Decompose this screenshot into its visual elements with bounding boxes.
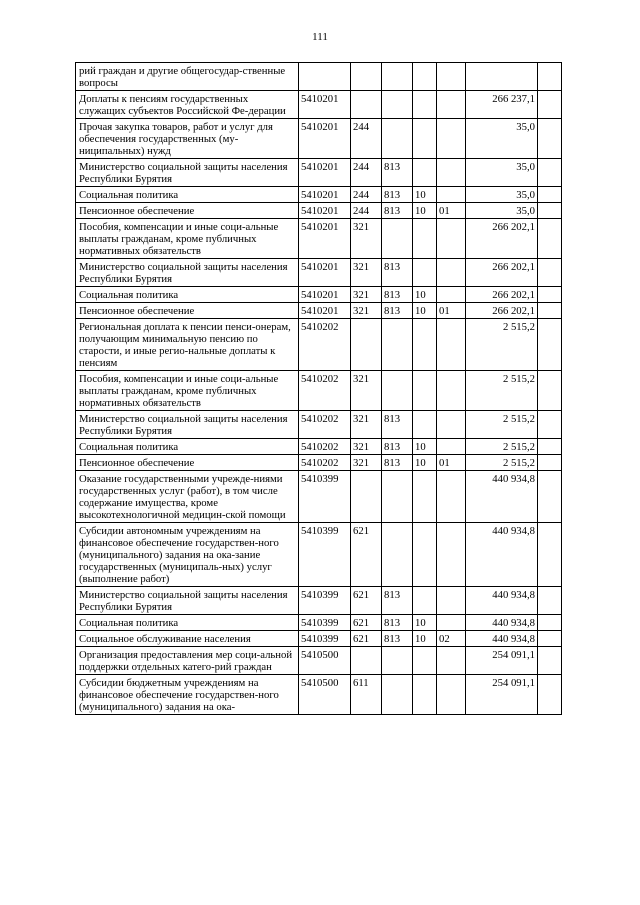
cell-section: 10 [413,615,437,631]
cell-amount: 254 091,1 [466,675,538,715]
table-row [76,319,562,371]
cell-empty [538,675,562,715]
cell-subsection [437,471,466,523]
cell-target-code: 5410500 [299,675,351,715]
cell-expense-type [351,471,382,523]
cell-amount: 254 091,1 [466,647,538,675]
table-row [76,91,562,119]
table-row [76,455,562,471]
cell-ministry-code: 813 [382,615,413,631]
table-row [76,259,562,287]
cell-ministry-code [382,119,413,159]
cell-target-code: 5410399 [299,615,351,631]
cell-ministry-code: 813 [382,455,413,471]
cell-target-code: 5410201 [299,219,351,259]
cell-name: Министерство социальной защиты населения Республики Бурятия [76,587,299,615]
cell-subsection [437,647,466,675]
cell-target-code: 5410201 [299,203,351,219]
cell-subsection: 01 [437,455,466,471]
cell-expense-type: 244 [351,203,382,219]
cell-subsection [437,287,466,303]
cell-ministry-code [382,219,413,259]
cell-subsection [437,319,466,371]
cell-name: Прочая закупка товаров, работ и услуг для обеспечения государственных (му-ниципальных) нужд [76,119,299,159]
cell-subsection [437,187,466,203]
cell-empty [538,631,562,647]
cell-name: Пособия, компенсации и иные соци-альные выплаты гражданам, кроме публичных нормативных обязательств [76,371,299,411]
cell-name: Организация предоставления мер соци-альной поддержки отдельных катего-рий граждан [76,647,299,675]
cell-section [413,587,437,615]
cell-name: Пособия, компенсации и иные соци-альные выплаты гражданам, кроме публичных нормативных обязательств [76,219,299,259]
cell-subsection: 01 [437,203,466,219]
cell-ministry-code [382,675,413,715]
cell-name: Пенсионное обеспечение [76,303,299,319]
cell-subsection: 02 [437,631,466,647]
cell-target-code: 5410399 [299,523,351,587]
cell-target-code [299,63,351,91]
cell-ministry-code: 813 [382,411,413,439]
cell-section [413,647,437,675]
cell-section: 10 [413,187,437,203]
cell-section: 10 [413,287,437,303]
cell-empty [538,319,562,371]
cell-ministry-code [382,91,413,119]
table-row [76,371,562,411]
cell-subsection [437,411,466,439]
cell-expense-type: 321 [351,259,382,287]
page-number: 111 [312,31,328,43]
cell-amount: 266 202,1 [466,219,538,259]
cell-expense-type [351,63,382,91]
cell-target-code: 5410201 [299,287,351,303]
cell-amount: 266 237,1 [466,91,538,119]
cell-ministry-code [382,371,413,411]
cell-amount: 440 934,8 [466,587,538,615]
cell-target-code: 5410201 [299,91,351,119]
cell-empty [538,411,562,439]
cell-expense-type [351,647,382,675]
cell-target-code: 5410399 [299,471,351,523]
cell-ministry-code [382,523,413,587]
table-row [76,615,562,631]
cell-ministry-code: 813 [382,303,413,319]
cell-target-code: 5410202 [299,319,351,371]
cell-ministry-code: 813 [382,159,413,187]
cell-expense-type: 611 [351,675,382,715]
cell-empty [538,455,562,471]
cell-subsection [437,523,466,587]
cell-ministry-code: 813 [382,259,413,287]
cell-name: Оказание государственными учрежде-ниями государственных услуг (работ), в том числе содержание имущества, кроме высокотехнологичной медицин-ской помощи [76,471,299,523]
cell-section [413,91,437,119]
cell-name: рий граждан и другие общегосудар-ственные вопросы [76,63,299,91]
cell-ministry-code [382,63,413,91]
cell-amount: 2 515,2 [466,319,538,371]
cell-empty [538,119,562,159]
cell-expense-type: 244 [351,187,382,203]
cell-section [413,119,437,159]
cell-expense-type: 244 [351,159,382,187]
table-row [76,219,562,259]
cell-amount: 266 202,1 [466,259,538,287]
cell-target-code: 5410399 [299,631,351,647]
cell-empty [538,471,562,523]
cell-ministry-code: 813 [382,439,413,455]
cell-amount: 35,0 [466,203,538,219]
cell-name: Субсидии бюджетным учреждениям на финансовое обеспечение государствен-ного (муниципального) задания на ока- [76,675,299,715]
cell-subsection [437,219,466,259]
cell-empty [538,91,562,119]
cell-ministry-code: 813 [382,631,413,647]
table-row [76,675,562,715]
cell-expense-type: 321 [351,371,382,411]
cell-name: Социальная политика [76,439,299,455]
cell-amount [466,63,538,91]
cell-target-code: 5410201 [299,159,351,187]
cell-subsection [437,159,466,187]
cell-name: Пенсионное обеспечение [76,203,299,219]
cell-name: Министерство социальной защиты населения Республики Бурятия [76,411,299,439]
cell-target-code: 5410202 [299,455,351,471]
cell-expense-type [351,91,382,119]
cell-expense-type: 621 [351,615,382,631]
cell-section [413,319,437,371]
cell-target-code: 5410201 [299,187,351,203]
cell-amount: 35,0 [466,187,538,203]
cell-expense-type [351,319,382,371]
table-row [76,411,562,439]
cell-section [413,411,437,439]
cell-ministry-code: 813 [382,187,413,203]
cell-amount: 440 934,8 [466,471,538,523]
cell-subsection [437,91,466,119]
cell-subsection [437,119,466,159]
cell-empty [538,187,562,203]
table-row [76,647,562,675]
cell-expense-type: 321 [351,439,382,455]
cell-empty [538,439,562,455]
cell-amount: 2 515,2 [466,439,538,455]
cell-name: Социальное обслуживание населения [76,631,299,647]
cell-section: 10 [413,631,437,647]
cell-name: Региональная доплата к пенсии пенси-онерам, получающим минимальную пенсию по старости, и иные регио-нальные доплаты к пенсиям [76,319,299,371]
cell-section [413,159,437,187]
cell-subsection [437,587,466,615]
table-row [76,587,562,615]
cell-section [413,259,437,287]
cell-ministry-code [382,319,413,371]
cell-ministry-code: 813 [382,287,413,303]
cell-section: 10 [413,303,437,319]
cell-amount: 440 934,8 [466,631,538,647]
cell-empty [538,303,562,319]
cell-section: 10 [413,439,437,455]
cell-name: Социальная политика [76,287,299,303]
cell-expense-type: 621 [351,631,382,647]
cell-empty [538,259,562,287]
cell-section [413,219,437,259]
cell-ministry-code: 813 [382,203,413,219]
cell-name: Социальная политика [76,187,299,203]
table-row [76,471,562,523]
cell-target-code: 5410500 [299,647,351,675]
table-row [76,439,562,455]
cell-ministry-code: 813 [382,587,413,615]
cell-target-code: 5410201 [299,119,351,159]
cell-expense-type: 621 [351,587,382,615]
cell-empty [538,203,562,219]
cell-subsection [437,371,466,411]
cell-empty [538,63,562,91]
table-row [76,631,562,647]
cell-expense-type: 321 [351,219,382,259]
cell-amount: 440 934,8 [466,523,538,587]
table-row [76,303,562,319]
cell-amount: 2 515,2 [466,371,538,411]
table-row [76,63,562,91]
cell-amount: 35,0 [466,159,538,187]
cell-name: Министерство социальной защиты населения Республики Бурятия [76,259,299,287]
cell-empty [538,219,562,259]
cell-section: 10 [413,455,437,471]
cell-amount: 440 934,8 [466,615,538,631]
cell-expense-type: 321 [351,287,382,303]
cell-subsection [437,675,466,715]
cell-name: Субсидии автономным учреждениям на финансовое обеспечение государствен-ного (муниципального) задания на ока-зание государственных (муниципаль-ных) услуг (выполнение работ) [76,523,299,587]
cell-ministry-code [382,471,413,523]
cell-empty [538,647,562,675]
table-row [76,187,562,203]
cell-expense-type: 244 [351,119,382,159]
budget-table [75,62,562,715]
cell-expense-type: 321 [351,455,382,471]
cell-section: 10 [413,203,437,219]
cell-amount: 2 515,2 [466,455,538,471]
cell-target-code: 5410201 [299,303,351,319]
cell-amount: 35,0 [466,119,538,159]
cell-expense-type: 621 [351,523,382,587]
cell-amount: 2 515,2 [466,411,538,439]
cell-expense-type: 321 [351,303,382,319]
table-row [76,203,562,219]
cell-target-code: 5410202 [299,439,351,455]
cell-expense-type: 321 [351,411,382,439]
cell-amount: 266 202,1 [466,303,538,319]
cell-subsection [437,615,466,631]
cell-empty [538,523,562,587]
cell-name: Министерство социальной защиты населения Республики Бурятия [76,159,299,187]
cell-section [413,471,437,523]
cell-section [413,523,437,587]
table-row [76,287,562,303]
table-row [76,523,562,587]
cell-name: Пенсионное обеспечение [76,455,299,471]
cell-subsection [437,439,466,455]
cell-subsection [437,259,466,287]
cell-empty [538,287,562,303]
cell-subsection [437,63,466,91]
cell-target-code: 5410202 [299,411,351,439]
table-row [76,119,562,159]
cell-empty [538,371,562,411]
cell-subsection: 01 [437,303,466,319]
cell-empty [538,159,562,187]
cell-empty [538,587,562,615]
cell-name: Социальная политика [76,615,299,631]
cell-empty [538,615,562,631]
table-row [76,159,562,187]
cell-name: Доплаты к пенсиям государственных служащих субъектов Российской Фе-дерации [76,91,299,119]
cell-target-code: 5410399 [299,587,351,615]
cell-target-code: 5410202 [299,371,351,411]
cell-target-code: 5410201 [299,259,351,287]
cell-section [413,371,437,411]
cell-section [413,63,437,91]
cell-amount: 266 202,1 [466,287,538,303]
cell-ministry-code [382,647,413,675]
cell-section [413,675,437,715]
